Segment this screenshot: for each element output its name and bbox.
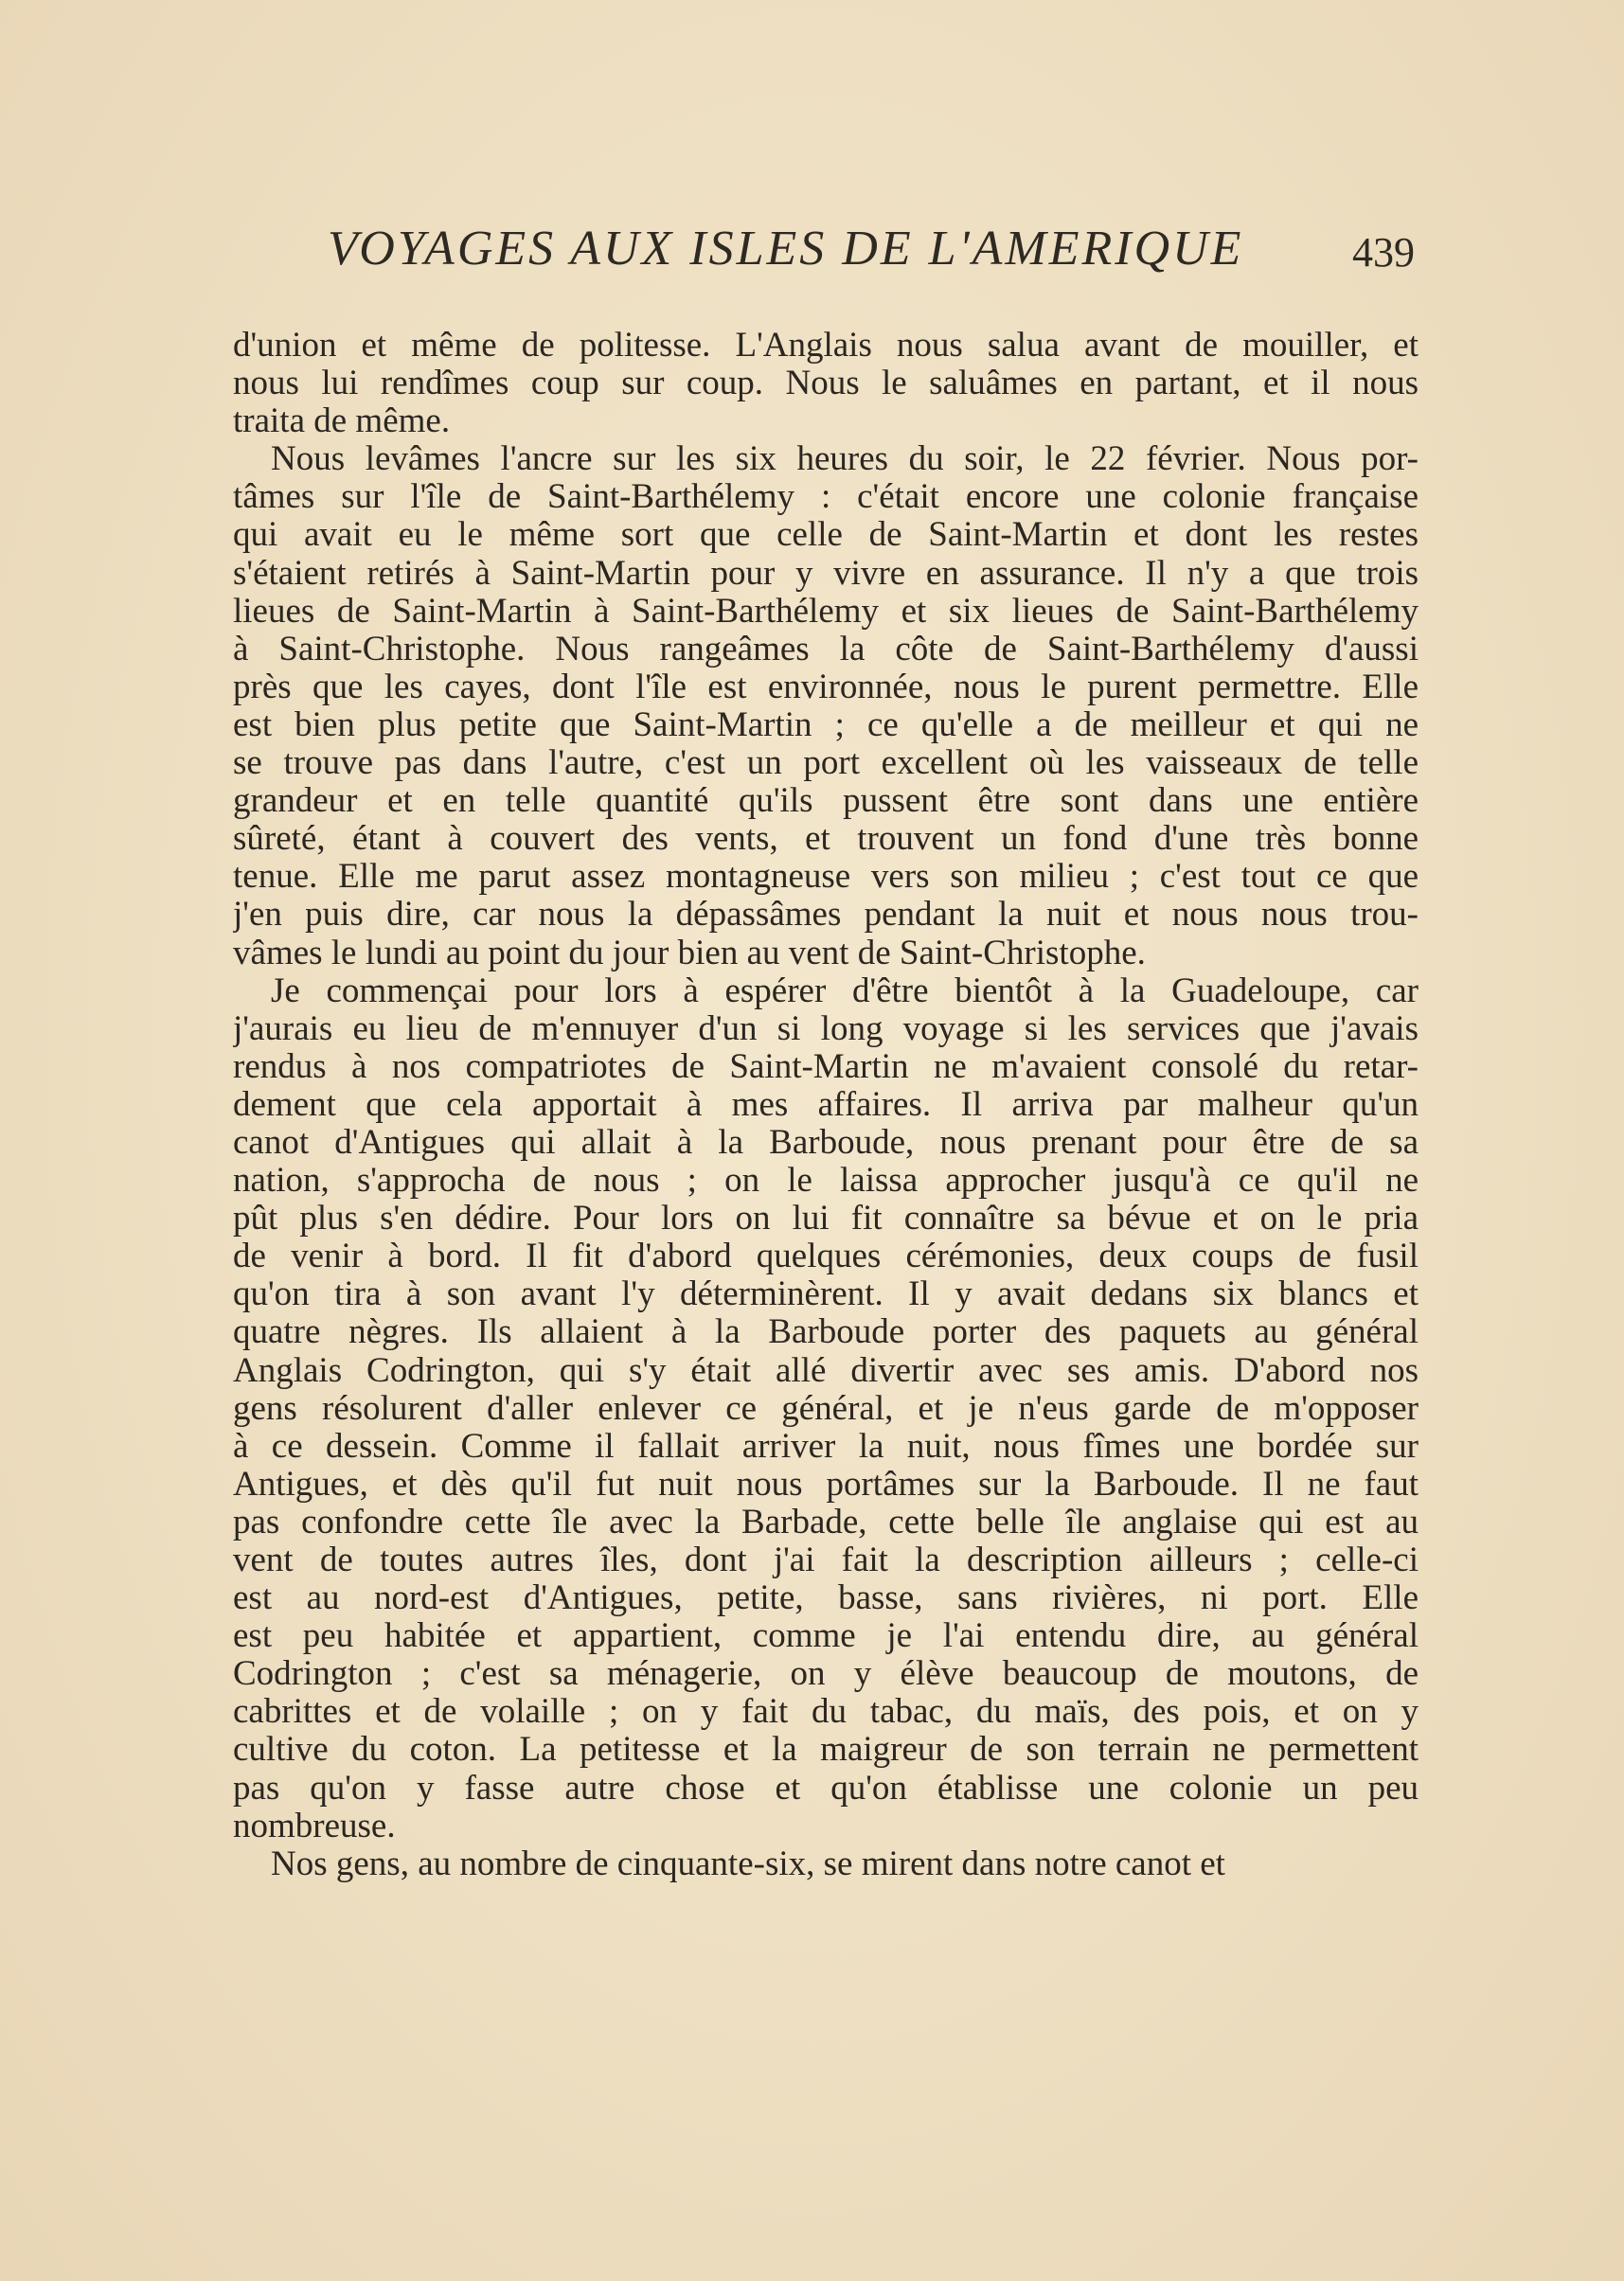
text-line: est au nord-est d'Antigues, petite, basse, sans rivières, ni port. Elle — [233, 1579, 1419, 1618]
text-line: quatre nègres. Ils allaient à la Barboude porter des paquets au général — [233, 1313, 1419, 1352]
text-line: j'en puis dire, car nous la dépassâmes pendant la nuit et nous nous trou- — [233, 896, 1419, 935]
text-line: Anglais Codrington, qui s'y était allé divertir avec ses amis. D'abord nos — [233, 1351, 1419, 1390]
text-line: sûreté, étant à couvert des vents, et trouvent un fond d'une très bonne — [233, 820, 1419, 859]
text-line: pas qu'on y fasse autre chose et qu'on établisse une colonie un peu — [233, 1769, 1419, 1808]
text-line: qui avait eu le même sort que celle de Saint-Martin et dont les restes — [233, 516, 1419, 555]
paragraph — [233, 1845, 1419, 1883]
text-line: grandeur et en telle quantité qu'ils pussent être sont dans une entière — [233, 782, 1419, 821]
text-line: cabrittes et de volaille ; on y fait du tabac, du maïs, des pois, et on y — [233, 1693, 1419, 1732]
text-line: tâmes sur l'île de Saint-Barthélemy : c'était encore une colonie française — [233, 478, 1419, 517]
text-line: Je commençai pour lors à espérer d'être bientôt à la Guadeloupe, car — [271, 971, 1419, 1010]
text-line: cultive du coton. La petitesse et la maigreur de son terrain ne permettent — [233, 1731, 1419, 1770]
text-line: traita de même. — [233, 402, 451, 441]
text-line: Nos gens, au nombre de cinquante-six, se mirent dans notre canot et — [271, 1844, 1225, 1883]
text-line: Antigues, et dès qu'il fut nuit nous portâmes sur la Barboude. Il ne faut — [233, 1465, 1419, 1504]
body-text — [233, 327, 1419, 1883]
running-head — [233, 216, 1419, 282]
text-line: Nous levâmes l'ancre sur les six heures du soir, le 22 février. Nous por- — [271, 440, 1419, 479]
text-line: vent de toutes autres îles, dont j'ai fait la description ailleurs ; celle-ci — [233, 1541, 1419, 1579]
text-line: à Saint-Christophe. Nous rangeâmes la côte de Saint-Barthélemy d'aussi — [233, 630, 1419, 668]
text-line: de venir à bord. Il fit d'abord quelques cérémonies, deux coups de fusil — [233, 1238, 1419, 1276]
text-line: canot d'Antigues qui allait à la Barboude, nous prenant pour être de sa — [233, 1123, 1419, 1162]
text-line: rendus à nos compatriotes de Saint-Martin ne m'avaient consolé du retar- — [233, 1047, 1419, 1086]
text-line: j'aurais eu lieu de m'ennuyer d'un si long voyage si les services que j'avais — [233, 1009, 1419, 1048]
text-line: d'union et même de politesse. L'Anglais nous salua avant de mouiller, et — [233, 327, 1419, 365]
text-line: nombreuse. — [233, 1807, 396, 1845]
text-line: nation, s'approcha de nous ; on le laissa approcher jusqu'à ce qu'il ne — [233, 1162, 1419, 1201]
text-line: à ce dessein. Comme il fallait arriver la nuit, nous fîmes une bordée sur — [233, 1427, 1419, 1466]
text-line: est bien plus petite que Saint-Martin ; ce qu'elle a de meilleur et qui ne — [233, 705, 1419, 744]
paragraph — [233, 440, 1419, 971]
text-line: nous lui rendîmes coup sur coup. Nous le saluâmes en partant, et il nous — [233, 365, 1419, 403]
text-line: s'étaient retirés à Saint-Martin pour y vivre en assurance. Il n'y a que trois — [233, 554, 1419, 593]
text-line: pas confondre cette île avec la Barbade, cette belle île anglaise qui est au — [233, 1503, 1419, 1541]
paragraph — [233, 327, 1419, 440]
paragraph — [233, 972, 1419, 1845]
text-line: vâmes le lundi au point du jour bien au vent de Saint-Christophe. — [233, 934, 1146, 972]
text-line: qu'on tira à son avant l'y déterminèrent. Il y avait dedans six blancs et — [233, 1275, 1419, 1314]
page-number: 439 — [1352, 229, 1415, 276]
text-line: est peu habitée et appartient, comme je l'ai entendu dire, au général — [233, 1617, 1419, 1656]
text-line: tenue. Elle me parut assez montagneuse vers son milieu ; c'est tout ce que — [233, 858, 1419, 897]
text-line: se trouve pas dans l'autre, c'est un port excellent où les vaisseaux de telle — [233, 744, 1419, 783]
text-line: dement que cela apportait à mes affaires. Il arriva par malheur qu'un — [233, 1085, 1419, 1124]
text-line: Codrington ; c'est sa ménagerie, on y élève beaucoup de moutons, de — [233, 1655, 1419, 1694]
text-line: lieues de Saint-Martin à Saint-Barthélemy et six lieues de Saint-Barthélemy — [233, 592, 1419, 631]
text-line: près que les cayes, dont l'île est environnée, nous le purent permettre. Elle — [233, 668, 1419, 706]
running-title: VOYAGES AUX ISLES DE L'AMERIQUE — [328, 222, 1244, 276]
text-line: pût plus s'en dédire. Pour lors on lui fit connaître sa bévue et on le pria — [233, 1200, 1419, 1239]
text-line: gens résolurent d'aller enlever ce général, et je n'eus garde de m'opposer — [233, 1389, 1419, 1428]
